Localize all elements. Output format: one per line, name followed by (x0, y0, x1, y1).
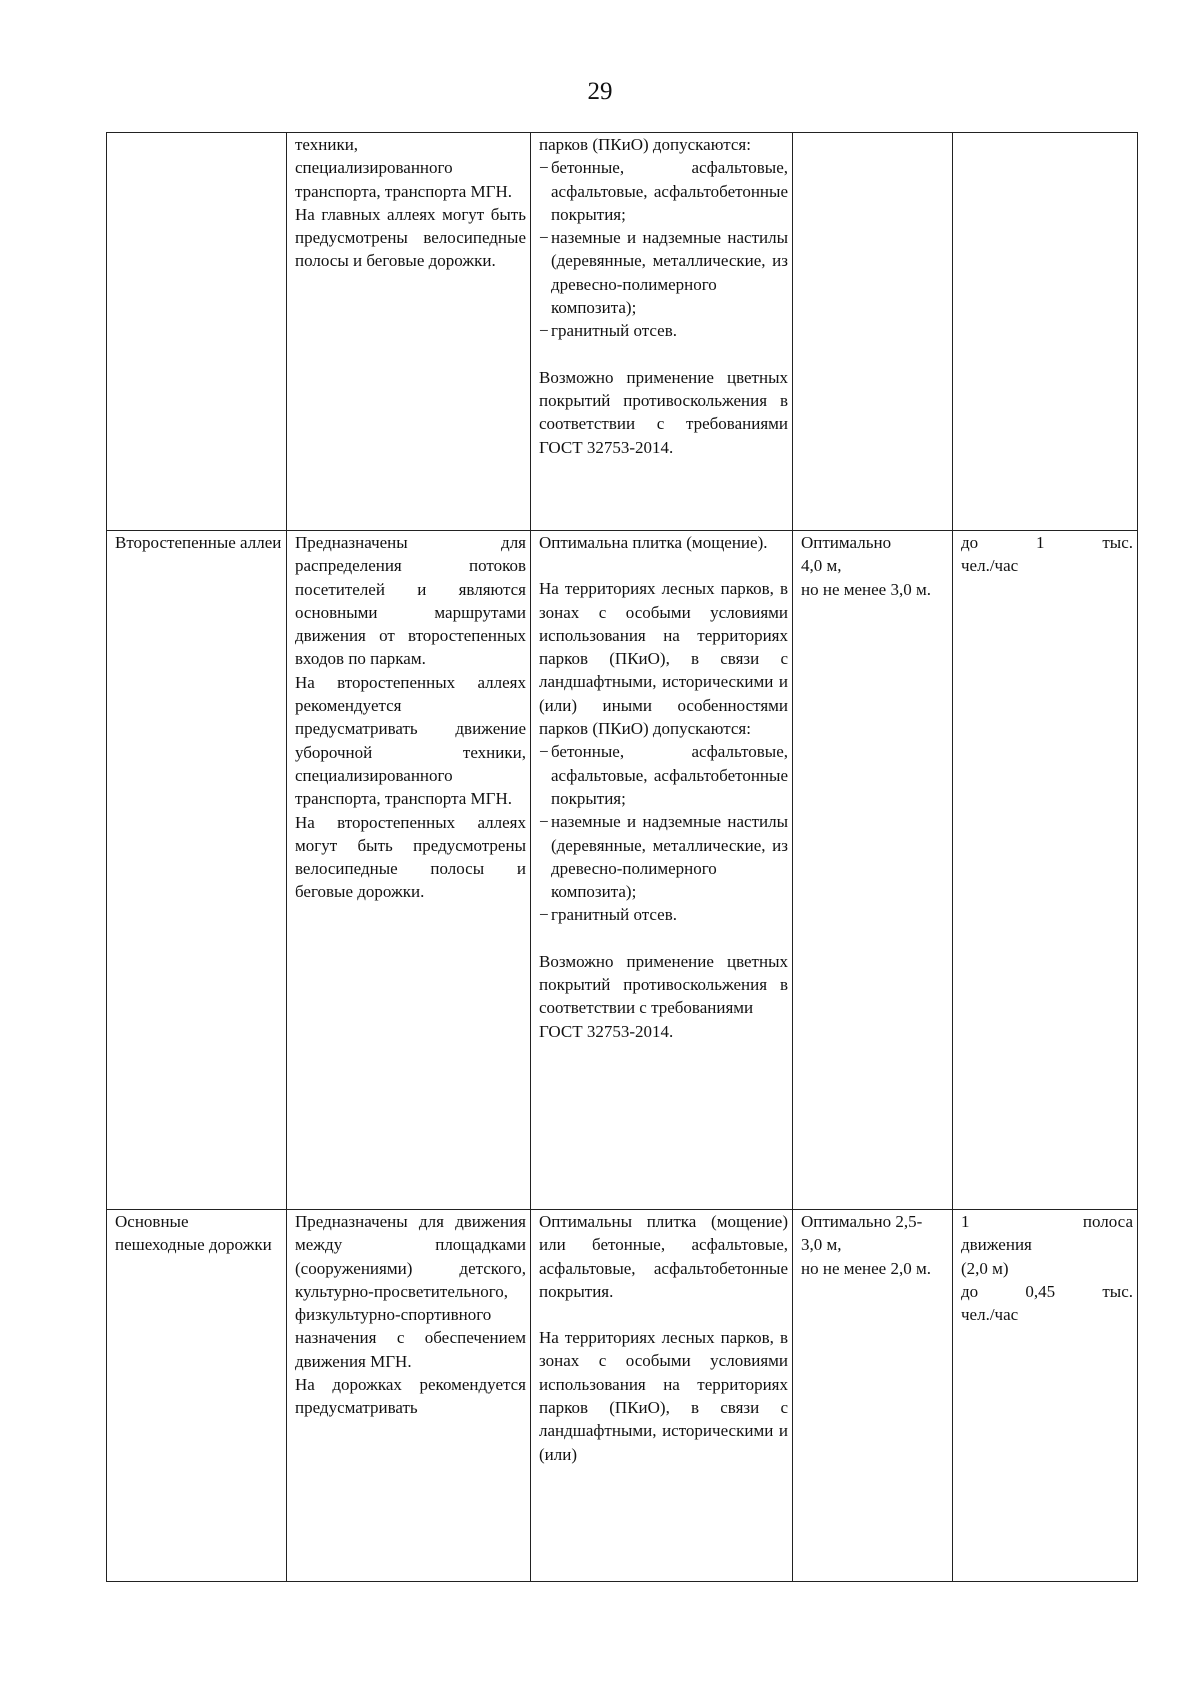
list-item: − гранитный отсев. (539, 319, 788, 342)
list-item: − бетонные, асфальтовые, асфальтовые, асфальтобетонные покрытия; (539, 740, 788, 810)
cell-purpose: техники, специализированного транспорта, транспорта МГН. На главных аллеях могут быть предусмотрены велосипедные полосы и беговые дорожки. (287, 133, 531, 531)
cell-capacity (953, 133, 1138, 531)
cell-coverage: Оптимальны плитка (мощение) или бетонные, асфальтовые, асфальтовые, асфальтобетонные покрытия. На территориях лесных парков, в зонах с особыми условиями использования на территориях парков (ПКиО), в связи с ландшафтными, историческими и (или) (531, 1210, 793, 1582)
cell-width: Оптимально 4,0 м, но не менее 3,0 м. (793, 531, 953, 1210)
cell-name (107, 133, 287, 531)
list-item: − наземные и надземные настилы (деревянные, металлические, из древесно-полимерного композита); (539, 226, 788, 319)
page-number: 29 (587, 78, 613, 105)
cell-name: Основные пешеходные дорожки (107, 1210, 287, 1582)
table-row (107, 531, 1138, 1210)
table-row (107, 133, 1138, 531)
cell-purpose: Предназначены для распределения потоков посетителей и являются основными маршрутами движения от второстепенных входов по паркам. На второстепенных аллеях рекомендуется предусматривать движение уборочной техники, специализированного транспорта, транспорта МГН. На второстепенных аллеях могут быть предусмотрены велосипедные полосы и беговые дорожки. (287, 531, 531, 1210)
list-item: − бетонные, асфальтовые, асфальтовые, асфальтобетонные покрытия; (539, 156, 788, 226)
cell-width (793, 133, 953, 531)
cell-coverage: парков (ПКиО) допускаются: − бетонные, асфальтовые, асфальтовые, асфальтобетонные покрытия; − наземные и надземные настилы (деревянные, металлические, из древесно-полимерного композита); − гранитный отсев. Возможно применение цветных покрытий противоскольжения в соответствии с требованиями ГОСТ 32753-2014. (531, 133, 793, 531)
requirements-table (106, 132, 1138, 1582)
cell-width: Оптимально 2,5- 3,0 м, но не менее 2,0 м. (793, 1210, 953, 1582)
cell-purpose: Предназначены для движения между площадками (сооружениями) детского, культурно-просветительного, физкультурно-спортивного назначения с обеспечением движения МГН. На дорожках рекомендуется предусматривать (287, 1210, 531, 1582)
cell-coverage: Оптимальна плитка (мощение). На территориях лесных парков, в зонах с особыми условиями использования на территориях парков (ПКиО), в связи с ландшафтными, историческими и (или) иными особенностями парков (ПКиО) допускаются: − бетонные, асфальтовые, асфальтовые, асфальтобетонные покрытия; − наземные и надземные настилы (деревянные, металлические, из древесно-полимерного композита); − гранитный отсев. Возможно применение цветных покрытий противоскольжения в соответствии с требованиями ГОСТ 32753-2014. (531, 531, 793, 1210)
cell-name: Второстепенные аллеи (107, 531, 287, 1210)
list-item: − гранитный отсев. (539, 903, 788, 926)
cell-capacity: 1 полоса движения (2,0 м) до 0,45 тыс. чел./час (953, 1210, 1138, 1582)
cell-capacity: до 1 тыс. чел./час (953, 531, 1138, 1210)
list-item: − наземные и надземные настилы (деревянные, металлические, из древесно-полимерного композита); (539, 810, 788, 903)
table-row (107, 1210, 1138, 1582)
